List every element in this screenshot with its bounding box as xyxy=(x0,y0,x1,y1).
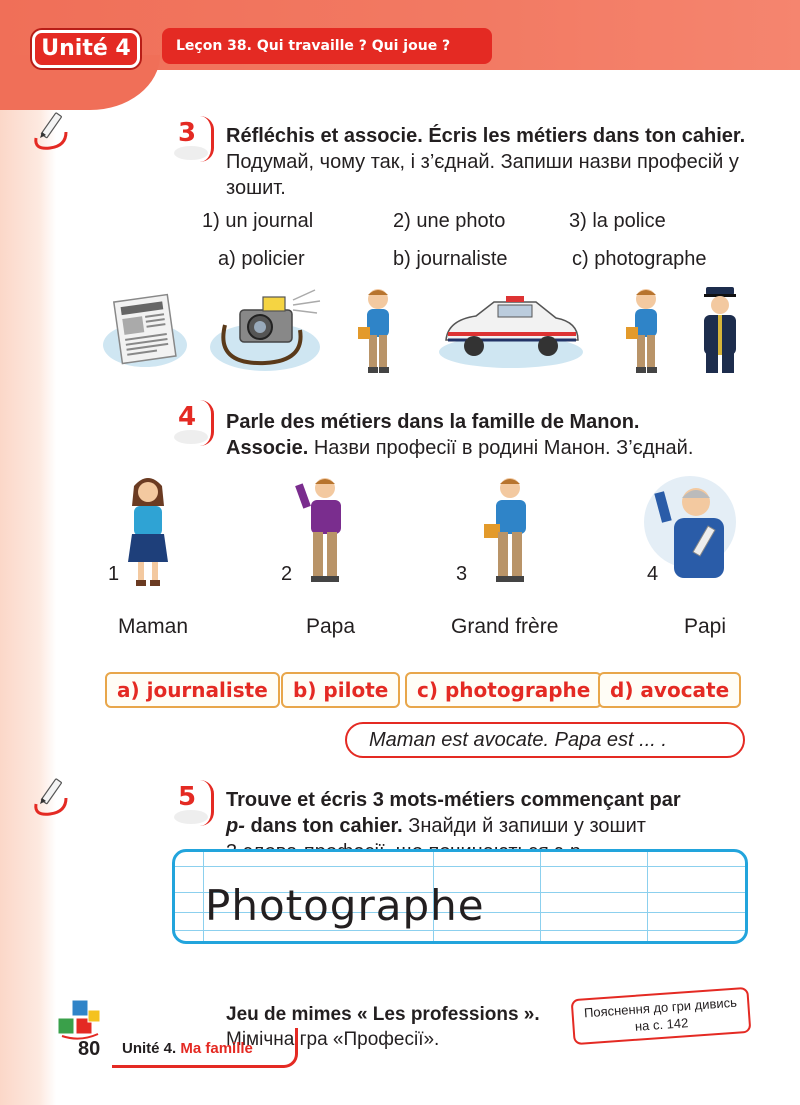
game-title-fr: Jeu de mimes « Les professions ». xyxy=(226,1004,540,1025)
choice-c: c) photographe xyxy=(405,672,602,708)
family-3-number: 3 xyxy=(456,563,468,585)
page-number: 80 xyxy=(78,1038,101,1060)
lesson-title: Leçon 38. Qui travaille ? Qui joue ? xyxy=(162,28,492,64)
exercise-3-item-2: 2) une photo xyxy=(393,210,506,232)
pencil-icon xyxy=(32,774,70,818)
exercise-3-instruction-ua-2: назви професій у зошит. xyxy=(226,151,739,199)
exercise-3-answer-b: b) journaliste xyxy=(393,248,508,270)
footer-unit-label: Unité 4. xyxy=(122,1040,177,1057)
exercise-5-p-prefix: p- xyxy=(226,815,245,837)
exercise-3-number: 3 xyxy=(174,118,218,162)
handwritten-word: Photographe xyxy=(205,881,485,930)
exercise-3-item-1: 1) un journal xyxy=(202,210,314,232)
exercise-3-instruction xyxy=(226,123,746,201)
family-4-number: 4 xyxy=(647,563,659,585)
choice-b: b) pilote xyxy=(281,672,400,708)
exercise-4-number: 4 xyxy=(174,402,218,446)
boy-with-camera-figure xyxy=(620,285,670,380)
example-speech-bubble: Maman est avocate. Papa est ... . xyxy=(345,722,745,758)
unit-badge: Unité 4 xyxy=(32,30,140,68)
exercise-4-instruction xyxy=(226,409,756,461)
exercise-5-instruction-ua-2: Знайди й запиши у зошит xyxy=(408,815,646,837)
family-4-label: Papi xyxy=(684,615,727,638)
policeman-figure xyxy=(690,285,750,380)
choice-a: a) journaliste xyxy=(105,672,280,708)
papa-figure xyxy=(285,472,365,597)
family-1-label: Maman xyxy=(118,615,189,638)
exercise-4-instruction-fr-2: Associe. xyxy=(226,437,309,459)
exercise-5-number: 5 xyxy=(174,782,218,826)
exercise-3-instruction-fr: Réfléchis et associe. Écris les métiers dans ton cahier. xyxy=(226,125,746,147)
boy-with-camera-figure xyxy=(352,285,402,380)
notebook-lines xyxy=(172,849,748,944)
exercise-3-answer-c: c) photographe xyxy=(572,248,707,270)
grand-frere-figure xyxy=(470,472,550,597)
footer-unit xyxy=(122,1040,253,1057)
camera-icon xyxy=(205,285,335,375)
game-title-ua: Мімічна гра «Професії». xyxy=(226,1029,440,1050)
choice-d: d) avocate xyxy=(598,672,741,708)
exercise-3-instruction-ua-1: Подумай, чому так, і з’єднай. Запиши xyxy=(226,151,574,173)
exercise-4-instruction-fr-1: Parle des métiers dans la famille de Manon. xyxy=(226,411,640,433)
exercise-3-item-3: 3) la police xyxy=(569,210,666,232)
family-2-label: Papa xyxy=(306,615,356,638)
family-2-number: 2 xyxy=(281,563,293,585)
footer-unit-name: Ma famille xyxy=(180,1040,253,1057)
letter-blocks-icon xyxy=(58,1000,102,1040)
maman-figure xyxy=(108,472,188,592)
police-car-icon xyxy=(436,290,586,370)
left-margin-band xyxy=(0,0,56,1105)
family-1-number: 1 xyxy=(108,563,120,585)
pencil-icon xyxy=(32,108,70,152)
exercise-5-instruction-fr-2: dans ton cahier. xyxy=(244,815,403,837)
game-hint-note: Пояснення до гри дивись на с. 142 xyxy=(571,987,752,1045)
exercise-4-instruction-ua: Назви професії в родині Манон. З’єднай. xyxy=(313,437,694,459)
exercise-3-answer-a: a) policier xyxy=(218,248,305,270)
exercise-5-instruction-fr-1: Trouve et écris 3 mots-métiers commençant par xyxy=(226,789,681,811)
family-3-label: Grand frère xyxy=(451,615,559,638)
newspaper-icon xyxy=(100,290,190,370)
